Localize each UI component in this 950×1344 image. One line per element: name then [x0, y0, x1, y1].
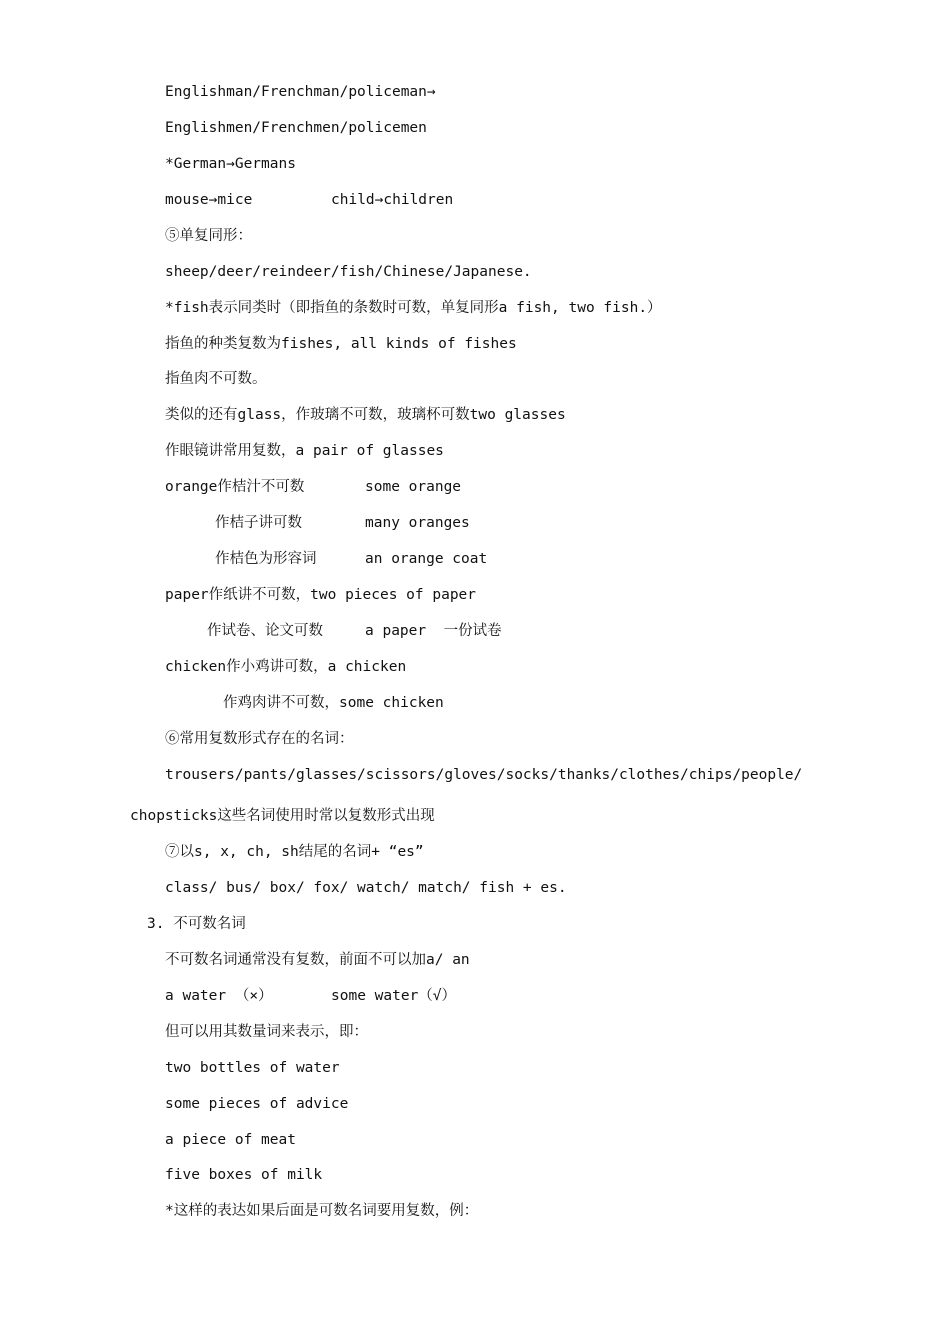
text-line: two bottles of water — [165, 1060, 340, 1076]
text-line: Englishman/Frenchman/policeman→ — [165, 84, 436, 100]
text-line: *这样的表达如果后面是可数名词要用复数，例： — [165, 1203, 479, 1219]
text-line: 不可数名词通常没有复数，前面不可以加a/ an — [165, 952, 470, 968]
text-line: sheep/deer/reindeer/fish/Chinese/Japanese. — [165, 264, 532, 280]
text-line: trousers/pants/glasses/scissors/gloves/socks/thanks/clothes/chips/people/ — [165, 767, 803, 783]
text-line: Englishmen/Frenchmen/policemen — [165, 120, 427, 136]
text-line: orange作桔汁不可数 — [165, 479, 305, 495]
section-heading: 3. 不可数名词 — [147, 916, 246, 932]
text-line: 作试卷、论文可数 — [207, 623, 323, 639]
text-line: chopsticks这些名词使用时常以复数形式出现 — [130, 808, 435, 824]
text-line: 作眼镜讲常用复数，a pair of glasses — [165, 443, 444, 459]
section-heading: ⑥常用复数形式存在的名词： — [165, 731, 354, 747]
text-line: a water （×） — [165, 988, 273, 1004]
text-line: 类似的还有glass，作玻璃不可数，玻璃杯可数two glasses — [165, 407, 566, 423]
text-line: 指鱼肉不可数。 — [165, 371, 267, 387]
section-heading: ⑤单复同形： — [165, 228, 252, 244]
text-line: a piece of meat — [165, 1132, 296, 1148]
text-line: an orange coat — [365, 551, 488, 567]
text-line: some orange — [365, 479, 462, 495]
text-line: mouse→mice — [165, 192, 253, 208]
text-line: 作鸡肉讲不可数，some chicken — [223, 695, 444, 711]
section-heading: ⑦以s, x, ch, sh结尾的名词+ “es” — [165, 844, 424, 860]
text-line: chicken作小鸡讲可数，a chicken — [165, 659, 407, 675]
text-line: paper作纸讲不可数，two pieces of paper — [165, 587, 477, 603]
text-line: some water（√） — [331, 988, 457, 1004]
text-line: five boxes of milk — [165, 1167, 323, 1183]
text-line: *fish表示同类时（即指鱼的条数时可数，单复同形a fish, two fish.） — [165, 300, 662, 316]
text-line: 作桔子讲可数 — [215, 515, 302, 531]
text-line: 指鱼的种类复数为fishes, all kinds of fishes — [165, 336, 517, 352]
text-line: 但可以用其数量词来表示，即： — [165, 1024, 368, 1040]
text-line: class/ bus/ box/ fox/ watch/ match/ fish + es. — [165, 880, 567, 896]
text-line: some pieces of advice — [165, 1096, 349, 1112]
text-line: a paper 一份试卷 — [365, 623, 502, 639]
text-line: *German→Germans — [165, 156, 296, 172]
text-line: child→children — [331, 192, 454, 208]
text-line: many oranges — [365, 515, 470, 531]
text-line: 作桔色为形容词 — [215, 551, 317, 567]
